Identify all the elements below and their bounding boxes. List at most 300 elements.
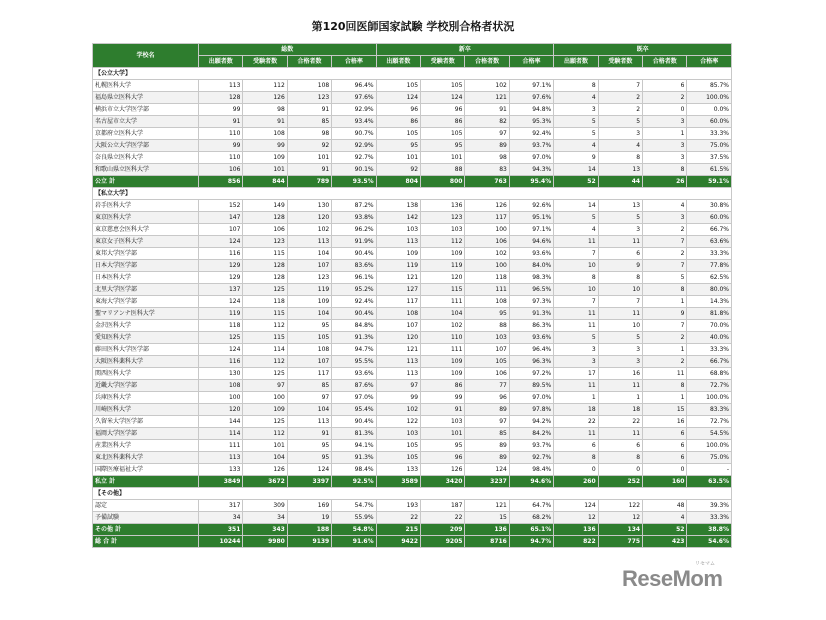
table-row [93, 464, 732, 476]
total-cell: 110 [199, 152, 243, 164]
col-header: 合格率 [687, 56, 732, 68]
table-row [93, 512, 732, 524]
total-cell: 9139 [287, 536, 331, 548]
total-cell: 133 [199, 464, 243, 476]
section-header-row [93, 68, 732, 80]
new-cell: 97.1% [509, 80, 553, 92]
prev-cell: 9 [598, 260, 642, 272]
prev-cell: 7 [643, 236, 687, 248]
new-cell: 86 [421, 116, 465, 128]
school-name: 横浜市立大学医学部 [93, 104, 199, 116]
prev-cell: 822 [554, 536, 598, 548]
new-cell: 103 [376, 224, 420, 236]
prev-cell: 26 [643, 176, 687, 188]
total-cell: 85 [287, 116, 331, 128]
prev-cell: 11 [554, 320, 598, 332]
results-table-body [93, 44, 732, 548]
prev-cell: 54.6% [687, 536, 732, 548]
total-cell: 108 [287, 80, 331, 92]
table-row [93, 164, 732, 176]
school-name: 奈良県立医科大学 [93, 152, 199, 164]
new-cell: 105 [421, 80, 465, 92]
prev-cell: 3 [643, 212, 687, 224]
section-header-row [93, 488, 732, 500]
total-cell: 101 [287, 152, 331, 164]
total-cell: 107 [287, 260, 331, 272]
total-cell: 92.7% [332, 152, 376, 164]
new-cell: 97.8% [509, 404, 553, 416]
prev-cell: 5 [554, 332, 598, 344]
prev-cell: 252 [598, 476, 642, 488]
prev-cell: 11 [598, 428, 642, 440]
col-header: 合格者数 [465, 56, 509, 68]
new-cell: 88 [465, 320, 509, 332]
total-cell: 130 [287, 200, 331, 212]
prev-cell: 11 [554, 428, 598, 440]
prev-cell: 122 [598, 500, 642, 512]
total-cell: 126 [243, 92, 287, 104]
prev-cell: 70.0% [687, 320, 732, 332]
new-cell: 105 [465, 356, 509, 368]
new-cell: 101 [376, 152, 420, 164]
total-cell: 3672 [243, 476, 287, 488]
prev-cell: 7 [554, 296, 598, 308]
table-row [93, 152, 732, 164]
new-cell: 97.0% [509, 152, 553, 164]
total-cell: 317 [199, 500, 243, 512]
new-cell: 127 [376, 284, 420, 296]
new-cell: 113 [376, 356, 420, 368]
prev-cell: 160 [643, 476, 687, 488]
table-row [93, 104, 732, 116]
new-cell: 109 [421, 356, 465, 368]
table-row [93, 368, 732, 380]
total-cell: 100 [199, 392, 243, 404]
prev-cell: 38.8% [687, 524, 732, 536]
new-cell: 113 [376, 368, 420, 380]
total-cell: 34 [243, 512, 287, 524]
resemom-logo-ruby: リセマム [695, 561, 715, 567]
school-name: 京都府立医科大学 [93, 128, 199, 140]
prev-cell: 75.0% [687, 452, 732, 464]
new-cell: 97.6% [509, 92, 553, 104]
school-name: 国際医療福祉大学 [93, 464, 199, 476]
new-cell: 117 [376, 296, 420, 308]
new-cell: 97.1% [509, 224, 553, 236]
new-cell: 95 [465, 308, 509, 320]
total-cell: 109 [287, 296, 331, 308]
new-cell: 96 [421, 104, 465, 116]
total-cell: 117 [287, 368, 331, 380]
new-cell: 107 [376, 320, 420, 332]
prev-cell: 11 [554, 236, 598, 248]
new-cell: 22 [376, 512, 420, 524]
total-cell: 112 [243, 80, 287, 92]
prev-cell: 100.0% [687, 392, 732, 404]
total-cell: 351 [199, 524, 243, 536]
new-cell: 96.3% [509, 356, 553, 368]
total-cell: 188 [287, 524, 331, 536]
new-cell: 65.1% [509, 524, 553, 536]
school-name: その他 計 [93, 524, 199, 536]
new-cell: 95 [376, 140, 420, 152]
total-cell: 92 [287, 140, 331, 152]
total-cell: 99 [199, 140, 243, 152]
new-cell: 110 [421, 332, 465, 344]
col-header: 合格率 [509, 56, 553, 68]
prev-cell: 1 [643, 296, 687, 308]
total-cell: 149 [243, 200, 287, 212]
total-cell: 129 [199, 260, 243, 272]
prev-cell: 5 [598, 116, 642, 128]
new-cell: 94.2% [509, 416, 553, 428]
prev-cell: 2 [643, 356, 687, 368]
total-cell: 91 [287, 428, 331, 440]
prev-cell: 80.0% [687, 284, 732, 296]
prev-cell: 13 [598, 200, 642, 212]
new-cell: 124 [421, 92, 465, 104]
total-cell: 3849 [199, 476, 243, 488]
header-row-groups [93, 44, 732, 56]
school-name: 日本医科大学 [93, 272, 199, 284]
school-name: 聖マリアンナ医科大学 [93, 308, 199, 320]
subtotal-row [93, 476, 732, 488]
prev-cell: 5 [554, 128, 598, 140]
prev-cell: 60.0% [687, 116, 732, 128]
prev-cell: 15 [643, 404, 687, 416]
prev-cell: 33.3% [687, 512, 732, 524]
new-cell: 101 [421, 428, 465, 440]
school-name: 名古屋市立大学 [93, 116, 199, 128]
table-row [93, 248, 732, 260]
col-header: 合格率 [332, 56, 376, 68]
new-cell: 121 [465, 92, 509, 104]
new-cell: 103 [376, 428, 420, 440]
table-row [93, 92, 732, 104]
prev-cell: 3 [598, 128, 642, 140]
new-cell: 94.7% [509, 536, 553, 548]
total-cell: 789 [287, 176, 331, 188]
new-cell: 126 [465, 200, 509, 212]
new-cell: 98.3% [509, 272, 553, 284]
prev-cell: 0 [598, 464, 642, 476]
total-cell: 99 [199, 104, 243, 116]
new-cell: 94.3% [509, 164, 553, 176]
total-cell: 98.4% [332, 464, 376, 476]
total-cell: 107 [287, 356, 331, 368]
new-cell: 121 [376, 272, 420, 284]
new-cell: 15 [465, 512, 509, 524]
prev-cell: 3 [598, 356, 642, 368]
total-cell: 147 [199, 212, 243, 224]
new-cell: 84.0% [509, 260, 553, 272]
school-name: 日本大学医学部 [93, 260, 199, 272]
prev-cell: 4 [598, 140, 642, 152]
col-header: 出願者数 [554, 56, 598, 68]
prev-cell: 7 [643, 260, 687, 272]
prev-cell: 4 [643, 512, 687, 524]
total-cell: 108 [243, 128, 287, 140]
total-cell: 104 [287, 404, 331, 416]
total-cell: 87.2% [332, 200, 376, 212]
prev-cell: 33.3% [687, 344, 732, 356]
total-cell: 115 [243, 308, 287, 320]
total-cell: 91 [199, 116, 243, 128]
school-name: 川崎医科大学 [93, 404, 199, 416]
prev-cell: 12 [554, 512, 598, 524]
school-name: 愛知医科大学 [93, 332, 199, 344]
prev-cell: 85.7% [687, 80, 732, 92]
prev-cell: 5 [554, 116, 598, 128]
total-cell: 93.6% [332, 368, 376, 380]
total-cell: 91.3% [332, 452, 376, 464]
new-cell: 89 [465, 452, 509, 464]
new-cell: 107 [465, 344, 509, 356]
table-row [93, 128, 732, 140]
total-cell: 123 [287, 92, 331, 104]
new-cell: 96.5% [509, 284, 553, 296]
prev-cell: 6 [643, 428, 687, 440]
prev-cell: 6 [598, 248, 642, 260]
prev-cell: 81.8% [687, 308, 732, 320]
total-cell: 128 [243, 272, 287, 284]
new-cell: 93.7% [509, 440, 553, 452]
school-name: 東京女子医科大学 [93, 236, 199, 248]
prev-cell: 62.5% [687, 272, 732, 284]
new-cell: 109 [421, 368, 465, 380]
new-cell: 215 [376, 524, 420, 536]
prev-cell: 0.0% [687, 104, 732, 116]
new-cell: 97.0% [509, 392, 553, 404]
new-cell: 106 [465, 236, 509, 248]
total-cell: 97 [243, 380, 287, 392]
school-name: 東邦大学医学部 [93, 248, 199, 260]
prev-cell: 2 [598, 104, 642, 116]
new-cell: 92.7% [509, 452, 553, 464]
new-cell: 99 [421, 392, 465, 404]
prev-cell: 2 [643, 332, 687, 344]
total-cell: 95 [287, 320, 331, 332]
total-cell: 125 [243, 368, 287, 380]
total-cell: 55.9% [332, 512, 376, 524]
prev-cell: 17 [554, 368, 598, 380]
prev-cell: 423 [643, 536, 687, 548]
new-cell: 88 [421, 164, 465, 176]
total-cell: 124 [199, 296, 243, 308]
new-cell: 105 [376, 128, 420, 140]
total-cell: 93.5% [332, 176, 376, 188]
new-cell: 101 [421, 152, 465, 164]
new-cell: 96 [421, 452, 465, 464]
total-cell: 119 [199, 308, 243, 320]
prev-cell: 59.1% [687, 176, 732, 188]
new-cell: 92.6% [509, 200, 553, 212]
total-cell: 120 [287, 212, 331, 224]
new-cell: 187 [421, 500, 465, 512]
total-cell: 124 [287, 464, 331, 476]
new-cell: 95.3% [509, 116, 553, 128]
table-row [93, 452, 732, 464]
total-cell: 114 [199, 428, 243, 440]
total-cell: 97 [287, 392, 331, 404]
school-name: 近畿大学医学部 [93, 380, 199, 392]
prev-cell: 61.5% [687, 164, 732, 176]
prev-cell: 16 [643, 416, 687, 428]
new-cell: 119 [421, 260, 465, 272]
new-cell: 92.4% [509, 128, 553, 140]
new-cell: 123 [421, 212, 465, 224]
total-cell: 92.9% [332, 140, 376, 152]
school-name: 東京医科大学 [93, 212, 199, 224]
prev-cell: 44 [598, 176, 642, 188]
new-cell: 95.1% [509, 212, 553, 224]
prev-cell: 30.8% [687, 200, 732, 212]
new-cell: 193 [376, 500, 420, 512]
prev-cell: 16 [598, 368, 642, 380]
grand-total-row [93, 536, 732, 548]
new-cell: 124 [465, 464, 509, 476]
total-cell: 54.7% [332, 500, 376, 512]
prev-cell: 0 [643, 464, 687, 476]
prev-cell: 83.3% [687, 404, 732, 416]
new-cell: 136 [465, 524, 509, 536]
prev-cell: 775 [598, 536, 642, 548]
new-cell: 209 [421, 524, 465, 536]
total-cell: 108 [287, 344, 331, 356]
school-name: 関西医科大学 [93, 368, 199, 380]
total-cell: 144 [199, 416, 243, 428]
total-cell: 102 [287, 224, 331, 236]
table-row [93, 236, 732, 248]
new-cell: 103 [465, 332, 509, 344]
new-cell: 95.4% [509, 176, 553, 188]
table-row [93, 260, 732, 272]
table-row [93, 140, 732, 152]
new-cell: 109 [421, 248, 465, 260]
table-row [93, 428, 732, 440]
total-cell: 90.4% [332, 308, 376, 320]
prev-cell: 8 [598, 272, 642, 284]
new-cell: 100 [465, 260, 509, 272]
prev-cell: 8 [554, 272, 598, 284]
total-cell: 112 [243, 428, 287, 440]
new-cell: 136 [421, 200, 465, 212]
prev-cell: 9 [643, 308, 687, 320]
prev-cell: 7 [643, 320, 687, 332]
new-cell: 111 [421, 344, 465, 356]
prev-cell: 6 [643, 80, 687, 92]
section-header-row [93, 188, 732, 200]
total-cell: 111 [199, 440, 243, 452]
total-cell: 113 [199, 452, 243, 464]
new-cell: 104 [421, 308, 465, 320]
new-cell: 117 [465, 212, 509, 224]
new-cell: 105 [376, 452, 420, 464]
new-cell: 124 [376, 92, 420, 104]
new-cell: 86 [421, 380, 465, 392]
total-cell: 104 [243, 452, 287, 464]
table-row [93, 344, 732, 356]
new-cell: 97 [376, 380, 420, 392]
prev-cell: 63.5% [687, 476, 732, 488]
school-name: 東京慈恵会医科大学 [93, 224, 199, 236]
total-cell: 101 [243, 440, 287, 452]
prev-cell: 5 [598, 332, 642, 344]
table-row [93, 356, 732, 368]
prev-cell: 52 [554, 176, 598, 188]
new-cell: 94.8% [509, 104, 553, 116]
new-cell: 9422 [376, 536, 420, 548]
section-label: 【その他】 [93, 488, 732, 500]
school-name: 産業医科大学 [93, 440, 199, 452]
prev-cell: 134 [598, 524, 642, 536]
new-cell: 98.4% [509, 464, 553, 476]
new-cell: 95 [421, 140, 465, 152]
prev-cell: 60.0% [687, 212, 732, 224]
new-cell: 122 [376, 416, 420, 428]
total-cell: 87.6% [332, 380, 376, 392]
prev-cell: 4 [643, 200, 687, 212]
total-cell: 95 [287, 452, 331, 464]
new-cell: 103 [421, 224, 465, 236]
new-cell: 77 [465, 380, 509, 392]
table-row [93, 200, 732, 212]
section-label: 【公立大学】 [93, 68, 732, 80]
new-cell: 108 [465, 296, 509, 308]
table-row [93, 272, 732, 284]
total-cell: 128 [199, 92, 243, 104]
new-cell: 102 [465, 248, 509, 260]
table-row [93, 416, 732, 428]
prev-cell: 12 [598, 512, 642, 524]
total-cell: 115 [243, 332, 287, 344]
new-cell: 133 [376, 464, 420, 476]
total-cell: 93.8% [332, 212, 376, 224]
prev-cell: 13 [598, 164, 642, 176]
total-cell: 129 [199, 272, 243, 284]
prev-cell: 1 [643, 344, 687, 356]
total-cell: 96.1% [332, 272, 376, 284]
school-name: 久留米大学医学部 [93, 416, 199, 428]
prev-cell: 8 [598, 152, 642, 164]
total-cell: 130 [199, 368, 243, 380]
new-cell: 112 [421, 236, 465, 248]
prev-cell: 6 [643, 440, 687, 452]
total-cell: 91.3% [332, 332, 376, 344]
resemom-logo: ReseMom [622, 566, 723, 591]
total-cell: 90.4% [332, 416, 376, 428]
total-cell: 107 [199, 224, 243, 236]
total-cell: 169 [287, 500, 331, 512]
school-name: 札幌医科大学 [93, 80, 199, 92]
table-row [93, 212, 732, 224]
new-cell: 121 [465, 500, 509, 512]
total-cell: 94.7% [332, 344, 376, 356]
total-cell: 91.6% [332, 536, 376, 548]
col-header: 出願者数 [376, 56, 420, 68]
prev-cell: 33.3% [687, 248, 732, 260]
prev-cell: 1 [554, 392, 598, 404]
new-cell: 105 [376, 440, 420, 452]
total-cell: 109 [243, 404, 287, 416]
prev-cell: 22 [554, 416, 598, 428]
total-cell: 83.6% [332, 260, 376, 272]
school-name: 東海大学医学部 [93, 296, 199, 308]
prev-cell: 7 [598, 80, 642, 92]
prev-cell: 2 [643, 248, 687, 260]
total-cell: 104 [287, 248, 331, 260]
total-cell: 81.3% [332, 428, 376, 440]
